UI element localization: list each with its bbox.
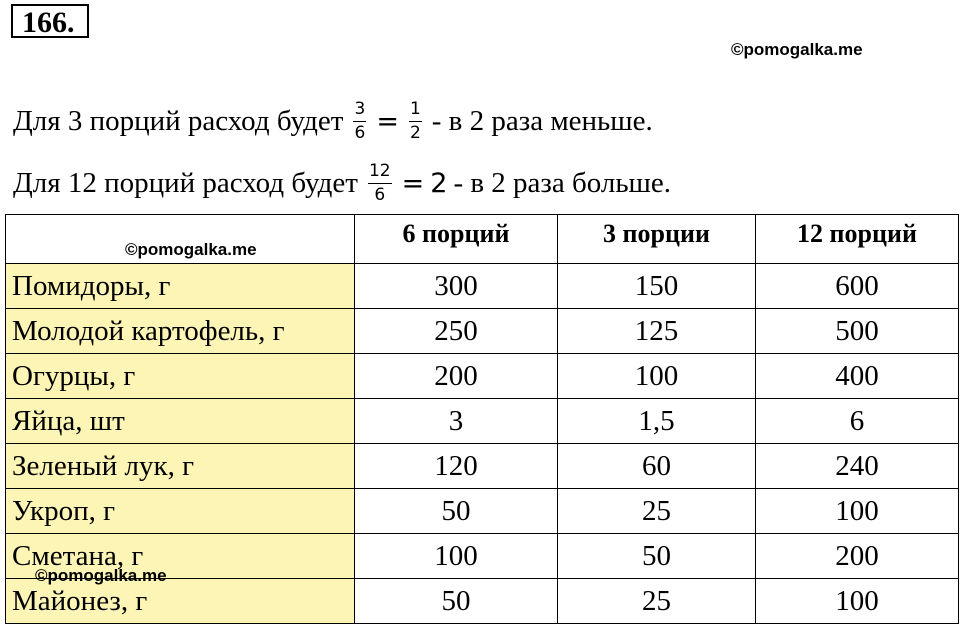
- table-row: [6, 354, 959, 399]
- watermark-bottom: ©pomogalka.me: [35, 566, 167, 585]
- table-row: [6, 399, 959, 444]
- line-1-suffix: - в 2 раза меньше.: [431, 104, 653, 137]
- ingredient-name: Майонез, г: [6, 579, 355, 624]
- header-3-portions: 3 порции: [558, 215, 756, 264]
- value-3-portions: 125: [558, 309, 756, 354]
- value-6-portions: 100: [355, 534, 558, 579]
- table-row: [6, 264, 959, 309]
- line-1-prefix: Для 3 порций расход будет: [13, 104, 344, 137]
- recipe-table: [5, 214, 959, 624]
- line-1-fraction-1: [353, 98, 366, 143]
- task-number: [11, 4, 89, 38]
- value-12-portions: 200: [756, 534, 959, 579]
- value-3-portions: 25: [558, 579, 756, 624]
- line-1-fraction-2-numerator: 1: [409, 101, 422, 122]
- value-12-portions: 400: [756, 354, 959, 399]
- value-12-portions: 240: [756, 444, 959, 489]
- value-12-portions: 100: [756, 489, 959, 534]
- value-3-portions: 100: [558, 354, 756, 399]
- ingredient-name: Молодой картофель, г: [6, 309, 355, 354]
- line-1-fraction-2: [409, 98, 422, 143]
- ingredient-name: Укроп, г: [6, 489, 355, 534]
- line-2-fraction: [368, 160, 392, 205]
- task-number-value: 166: [22, 6, 67, 39]
- line-1-fraction-1-denominator: 6: [354, 122, 366, 143]
- line-1-fraction-2-denominator: 2: [409, 122, 421, 143]
- table-row: [6, 444, 959, 489]
- line-2-fraction-numerator: 12: [368, 163, 392, 184]
- ingredient-name: Зеленый лук, г: [6, 444, 355, 489]
- value-6-portions: 300: [355, 264, 558, 309]
- line-2-equals: =: [401, 167, 425, 199]
- ingredient-name: Яйца, шт: [6, 399, 355, 444]
- value-6-portions: 120: [355, 444, 558, 489]
- value-3-portions: 25: [558, 489, 756, 534]
- value-6-portions: 50: [355, 489, 558, 534]
- value-6-portions: 200: [355, 354, 558, 399]
- line-2-prefix: Для 12 порций расход будет: [13, 166, 358, 199]
- value-12-portions: 500: [756, 309, 959, 354]
- value-3-portions: 1,5: [558, 399, 756, 444]
- task-number-dot: .: [67, 6, 75, 39]
- solution-line-2: [13, 155, 671, 211]
- table-row: [6, 489, 959, 534]
- header-12-portions: 12 порций: [756, 215, 959, 264]
- line-1-fraction-1-numerator: 3: [353, 101, 366, 122]
- line-2-suffix: - в 2 раза больше.: [453, 166, 672, 199]
- value-3-portions: 50: [558, 534, 756, 579]
- value-12-portions: 100: [756, 579, 959, 624]
- watermark-table: ©pomogalka.me: [125, 240, 257, 259]
- value-6-portions: 50: [355, 579, 558, 624]
- line-1-equals: =: [376, 105, 399, 137]
- solution-line-1: [13, 95, 653, 147]
- header-6-portions: 6 порций: [355, 215, 558, 264]
- ingredient-name: Сметана, г: [6, 534, 355, 579]
- value-12-portions: 600: [756, 264, 959, 309]
- table-row: [6, 309, 959, 354]
- value-12-portions: 6: [756, 399, 959, 444]
- ingredient-name: Огурцы, г: [6, 354, 355, 399]
- value-6-portions: 250: [355, 309, 558, 354]
- ingredient-name: Помидоры, г: [6, 264, 355, 309]
- line-2-fraction-denominator: 6: [374, 184, 386, 205]
- line-2-result: 2: [430, 167, 448, 199]
- value-6-portions: 3: [355, 399, 558, 444]
- watermark-top: ©pomogalka.me: [731, 40, 863, 59]
- value-3-portions: 60: [558, 444, 756, 489]
- value-3-portions: 150: [558, 264, 756, 309]
